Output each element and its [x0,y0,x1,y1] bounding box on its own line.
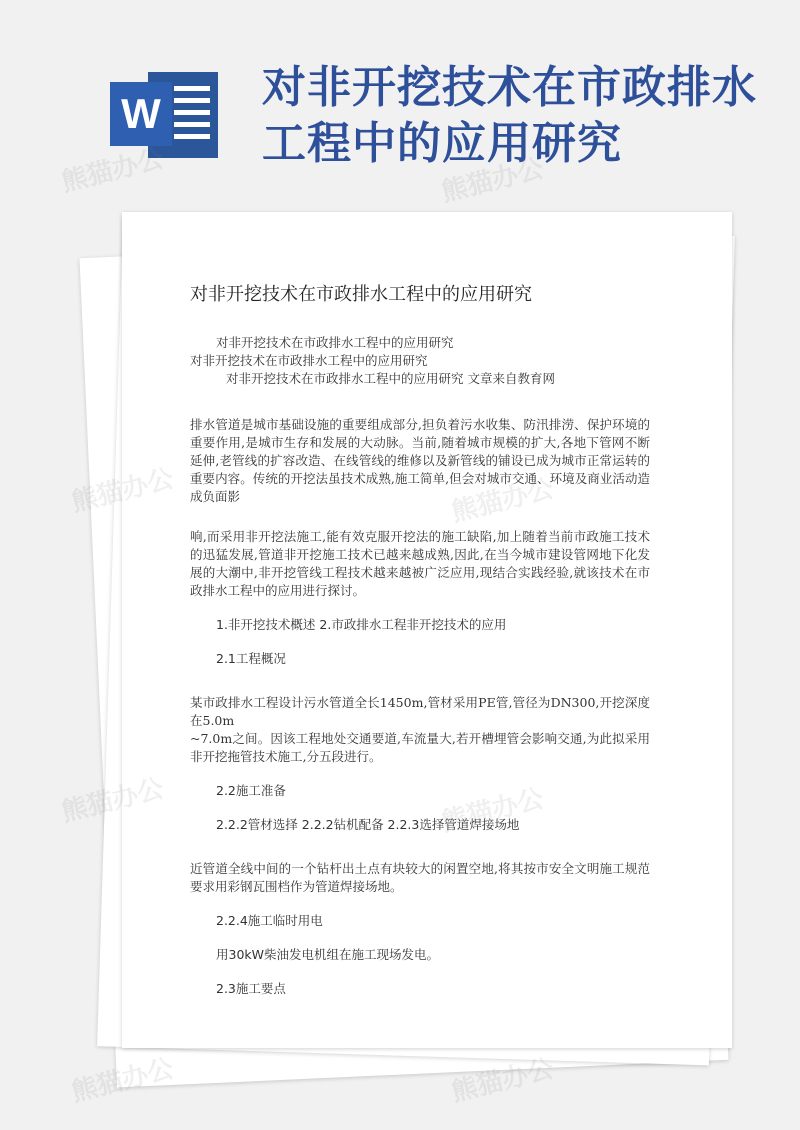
section-heading-2-2-4: 2.2.4施工临时用电 [216,913,323,928]
paragraph-project: 某市政排水工程设计污水管道全长1450m,管材采用PE管,管径为DN300,开挖深度在5.0m [190,695,650,728]
meta-line: 对非开挖技术在市政排水工程中的应用研究 [216,335,454,350]
banner-title: 对非开挖技术在市政排水工程中的应用研究 [262,62,757,169]
document-title: 对非开挖技术在市政排水工程中的应用研究 [190,284,532,305]
paragraph-site: 近管道全线中间的一个钻杆出土点有块较大的闲置空地,将其按市安全文明施工规范要求用彩钢瓦围档作为管道焊接场地。 [190,861,650,894]
watermark: 熊猫办公 [448,1053,557,1109]
word-icon-line [174,134,210,139]
meta-line: 对非开挖技术在市政排水工程中的应用研究 [190,353,428,368]
document-meta [190,334,650,388]
banner [0,0,800,200]
word-document-icon [110,68,220,162]
word-icon-line [174,122,210,127]
section-heading-2-1: 2.1工程概况 [216,651,286,666]
section-heading-2-2-x: 2.2.2管材选择 2.2.2钻机配备 2.2.3选择管道焊接场地 [216,817,520,832]
word-icon-line [174,98,210,103]
word-icon-letter: W [110,82,172,146]
paragraph-intro: 排水管道是城市基础设施的重要组成部分,担负着污水收集、防汛排涝、保护环境的重要作用,是城市生存和发展的大动脉。当前,随着城市规模的扩大,各地下管网不断延伸,老管线的扩容改造、在线管线的维修以及新管线的铺设已成为城市正常运转的重要内容。传统的开挖法虽技术成熟,施工简单,但会对城市交通、环境及商业活动造成负面影 [190,417,650,504]
meta-line: 对非开挖技术在市政排水工程中的应用研究 文章来自教育网 [226,371,555,386]
paragraph-power: 用30kW柴油发电机组在施工现场发电。 [216,947,440,962]
word-icon-line [174,86,210,91]
document-content [190,282,650,1014]
section-heading-1: 1.非开挖技术概述 2.市政排水工程非开挖技术的应用 [216,617,507,632]
watermark: 熊猫办公 [58,143,167,199]
paragraph-intro-continued: 响,而采用非开挖法施工,能有效克服开挖法的施工缺陷,加上随着当前市政施工技术的迅猛发展,管道非开挖施工技术已越来越成熟,因此,在当今城市建设管网地下化发展的大潮中,非开挖管线工程技术越来越被广泛应用,现结合实践经验,就该技术在市政排水工程中的应用进行探讨。 [190,529,650,598]
word-icon-line [174,110,210,115]
paragraph-project-continued: ~7.0m之间。因该工程地处交通要道,车流量大,若开槽埋管会影响交通,为此拟采用非开挖拖管技术施工,分五段进行。 [190,731,650,764]
section-heading-2-2: 2.2施工准备 [216,783,286,798]
watermark: 熊猫办公 [438,153,547,209]
section-heading-2-3: 2.3施工要点 [216,981,286,996]
